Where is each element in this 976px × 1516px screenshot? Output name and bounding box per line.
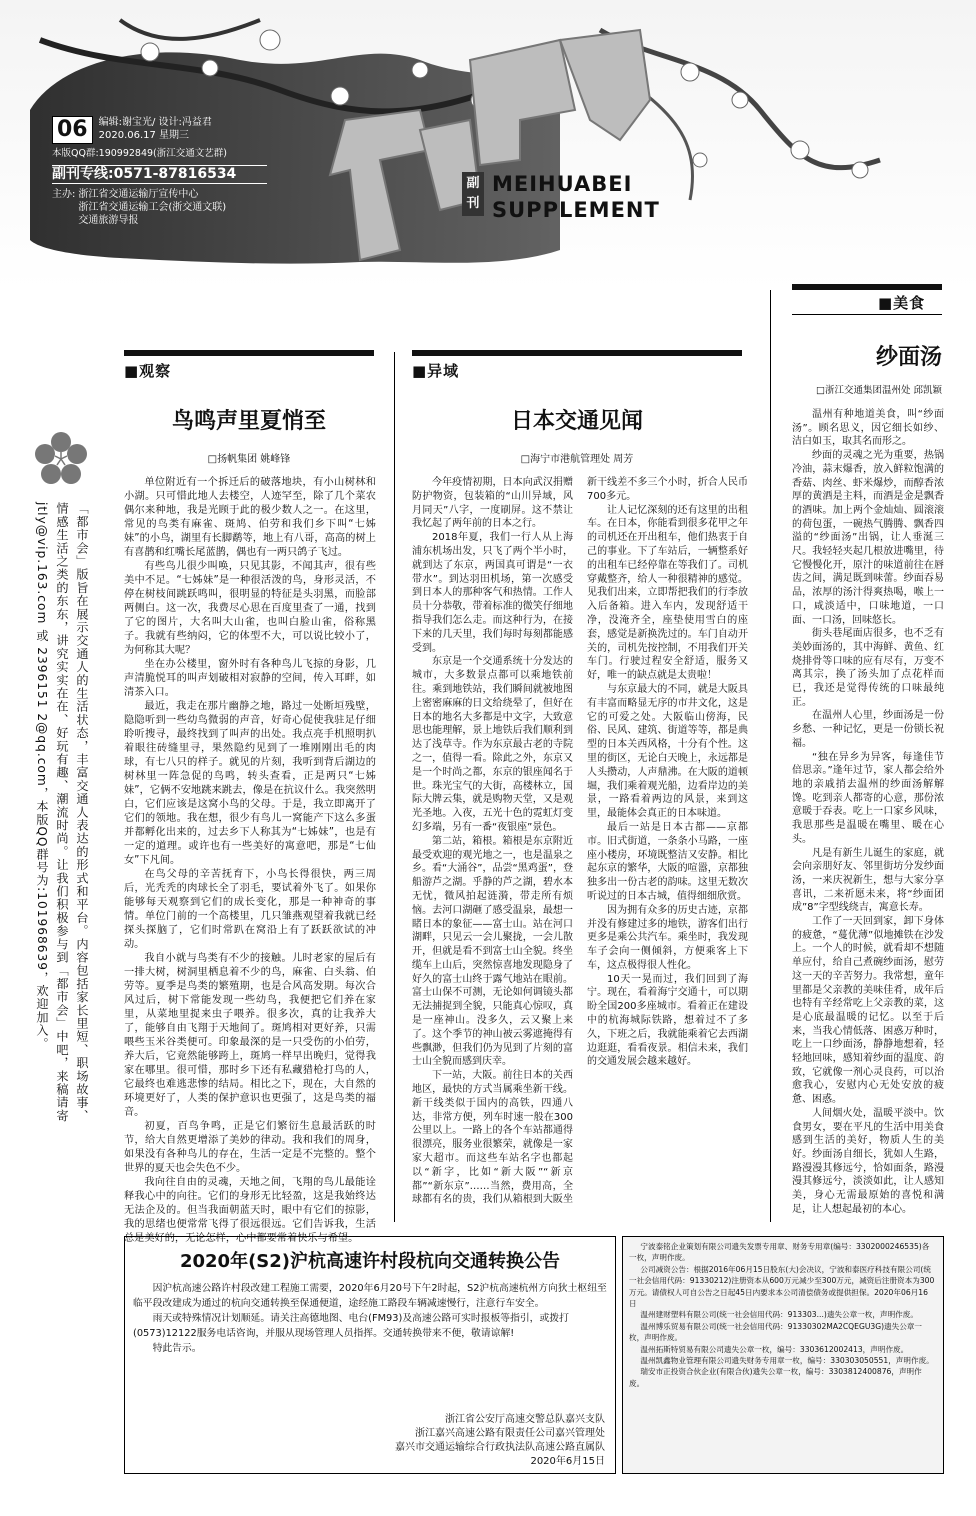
food-paragraph: “独在异乡为异客，每逢佳节倍思亲。”逢年过节，家人都会给外地的亲戚捎去温州的纱面汤解解馋。吃到亲人都寄的心意，那份浓意暖于吞表。吃上一口家乡风味，我思那些是温暖在嘴里、暖在心头。: [792, 751, 944, 845]
sidebar: [32, 430, 90, 1130]
food-title: 纱面汤: [875, 345, 942, 370]
foreign-paragraph: 下一站，大阪。前往日本的关西地区，最快的方式当属乘坐新干线。新干线类似于国内的高铁，四通八达，非常方便，列车时速一般在300公里以上。一路上的各个车站都通得很漂亮，服务业很繁荣，就像是一家家大超市。而这些车站名字也都起以“新字，比如“新大阪”“新京都”“新东京”……当然，费用高，全球都有名的贵，我们从箱根到大阪坐新干线差不多三个小时，折合人民币700多元。: [412, 477, 748, 1206]
food-paragraph: 温州有种地道美食，叫“纱面汤”。顾名思义，因它细长如纱、洁白如玉，取其名而形之。: [792, 409, 944, 448]
foreign-title: 日本交通见闻: [510, 409, 643, 434]
supplement-cn: 副刊: [462, 172, 484, 216]
notice-signer: 嘉兴市交通运输综合行政执法队高速公路直属队: [395, 1442, 605, 1453]
editors: 编辑:谢宝光/ 设计:冯益君: [98, 117, 212, 128]
food-paragraph: 在温州人心里，纱面汤是一份乡愁、一种记忆，更是一份锁长祝福。: [792, 710, 944, 749]
foreign-paragraph: 让人记忆深刻的还有这里的出租车。在日本，你能看到很多花甲之年的司机还在开出租车，他们热衷于自己的事业。下了车站后，一辆整系好的出租车已经停靠在等我们了。司机穿戴整齐，给人一种很精神的感觉。见我们出来，立即帮把我们的行李放入后备箱。进入车内，发现舒适干净，没淹齐全，座垫使用雪白的座套，感觉是新换洗过的。车门自动开关的，司机先按控制，不用我们开关车门。行驶过程安全舒适，服务又好，唯一的缺点就是太贵啦！: [587, 504, 748, 682]
food-section-tag: ■美食: [878, 294, 926, 312]
sidebar-column-2: 情感生活之类的东东，讲究实实在在、好玩有趣、潮流时尚。让我们积极参与到「都市会」中吧，来稿请寄: [55, 502, 69, 1123]
foreign-paragraph: 与东京最大的不同，就是大阪具有丰富而略显无序的市井文化，这是它的可爱之处。大阪临山傍海，民俗、民风、建筑、街道等等，都是典型的日本关西风格，十分有个性。这里的街区，无论白天晚上，永远都是人头攒动，人声鼎沸。在大阪的道顿堀，我们乘着观光船，边看岸边的美景，一路看着两边的风景，来到这里，最能体会真正的日本味道。: [587, 683, 748, 820]
header-info: [52, 116, 267, 227]
ad-item: 公司减资公告：根据2016年06月15日股东(大)会决议，宁波和泰医疗科技有限公司(统一社会信用代码：91330212)注册资本从600万元减少至300万元，减资后注册资本为300万元。请债权人可自公告之日起45日内要求本公司清偿债务或提供担保。2020年06月16日: [629, 1264, 935, 1309]
foreign-byline: □海宁市港航管理处 周芳: [520, 454, 634, 465]
observe-paragraph: 我向往自由的灵魂，天地之间，飞翔的鸟儿最能诠释我心中的向往。它们的身形无比轻盈，这是我始终达无法企及的。但当我面朝蓝天时，眼中有它们的掠影，我的思绪也便常常飞得了很远很远。它们告诉我，生活总是美好的，无论怎样，心中都要常着快乐与希望。: [124, 1177, 376, 1244]
food-byline: □浙江交通集团温州处 邱凯颖: [816, 385, 942, 396]
observe-title: 鸟鸣声里夏悄至: [171, 409, 326, 434]
ad-item: 温州拓斯特贸易有限公司遗失公章一枚，编号：3303612002413，声明作废。: [640, 1344, 909, 1354]
observe-paragraph: 有些鸟儿很少叫唤，只见其影，不闻其声，很有些美中不足。“七姊妹”是一种很活泼的鸟，身形灵活，不停在树枝间跳跃鸣叫，很明显的特征是头羽黑，而脸部两侧白。这一次，我费尽心思在百度里查了一通，找到了它的图片，大名叫大山雀，也叫白脸山雀，俗称黑子。我就有些纳闷，它的体型不大，可以说比较小了，为何称其大呢？: [124, 561, 376, 656]
observe-paragraph: 我自小就与鸟类有不少的接触。儿时老家的屋后有一排大树，树洞里栖息着不少的鸟，麻雀、白头翁、伯劳等。夏季是鸟类的繁殖期，也是合风高发期。每次合风过后，树下常能发现一些幼鸟，我便把它们养在家里，从菜地里捉来虫子喂养。很多次，真的让我养大了，能够自由飞翔于天地间了。斑鸠相对更好养，只需喂些玉米谷类便可。印象最深的是一只受伤的小伯劳，养大后，它竟然能够跨上，斑鸠一样早出晚归，觉得我家在哪里。很可惜，那时乡下还有私藏猎枪打鸟的人，它最终也难逃悲惨的结局。相比之下，现在，大自然的环境更好了，人类的保护意识也更强了，这是鸟类的福音。: [124, 953, 376, 1118]
observe-paragraph: 单位附近有一个拆迁后的破落地块，有小山树林和小湖。只可惜此地人去楼空，人迹罕至，除了几个菜农偶尔来种地，我是光顾于此的极少数人之一。在这里，常见的鸟类有麻雀、斑鸠、伯劳和我们乡下叫“七姊妹”的小鸟，湖里有长脚鹬等，地上有八哥，高高的树上有喜鹊和红嘴长尾蓝鹊，偶也有一两只鸽子飞过。: [124, 477, 376, 558]
food-body: [792, 408, 944, 1230]
food-paragraph: 街头巷尾面店很多，也不乏有美妙面汤的，其中海鲜、黄鱼、红烧排骨等口味的应有尽有，万变不离其宗，换了汤头加了点花样而已，我还是觉得传统的口味最纯正。: [792, 628, 944, 708]
observe-paragraph: 最近，我走在那片幽静之地，路过一处断垣残壁，隐隐听到一些幼鸟微弱的声音，好奇心促使我驻足仔细聆听搜寻，最终找到了叫声的出处。我点亮手机照明扒着眼往砖缝里寻，果然隐约见到了一堆刚刚出毛的肉球，有七八只的样子。就见的片刻，我听到背后湖边的树林里一阵急促的鸟鸣，转头查看，正是两只“七姊妹”，它俩不安地跳来跳去，像是在抗议什么。我突然明白，它们应该是这窝小鸟的父母。于是，我立即离开了它们的领地。我在想，很少有鸟儿一窝能产下这么多蛋并都孵化出来的，过去乡下人称其为“七姊妹”，也是有一定的道理。或许也有一些美好的寓意吧，那是“七仙女”下凡间。: [124, 701, 376, 866]
notice-title: 2020年(S2)沪杭高速许村段杭向交通转换公告: [179, 1251, 561, 1272]
ads-list: [629, 1241, 935, 1389]
page-number: 06: [52, 116, 93, 144]
foreign-paragraph: 2018年夏，我们一行人从上海浦东机场出发，只飞了两个半小时，就到达了东京，两国真可谓是“一衣带水”。到达羽田机场，第一次感受到日本人的那种客气和热情。工作人员十分恭敬，带着标准的微笑仔细地指导我们怎么走。而这种行为，在接下来的几天里，我们每时每刻都能感受到。: [412, 532, 573, 654]
plum-flower-icon: [32, 430, 90, 488]
foreign-top-bar: [412, 350, 742, 356]
food-top-bar: [792, 284, 942, 290]
observe-top-bar: [124, 350, 374, 356]
observe-paragraph: 初夏，百鸟争鸣，正是它们繁衍生息最活跃的时节，给大自然更增添了美妙的律动。我和我们的周身，如果没有各种鸟儿的存在，生活一定是不完整的。整个世界的夏天也会失色不少。: [124, 1121, 376, 1174]
food-paragraph: 纱面的灵魂之光为重要，热锅冷油，蒜末爆香，放入鲜粒饱满的香菇、肉丝、虾米爆炒，而醇香浓厚的黄酒是主料，而酒是金是飘香的酒味。加上两个金灿灿、圆滚滚的荷包蛋，一碗热气腾腾、飘香四溢的“纱面汤”出锅，让人垂涎三尺。我轻轻夹起几根放进嘴里，待它慢慢化开，原汁的味道前往在唇齿之间，满足既到味蕾。纱面吞易品，浓厚的汤汁得爽热喝，喉上一口，咸淡适中，口味地道，一口面、一口汤，回味悠长。: [792, 450, 944, 626]
observe-section-tag: ■观察: [124, 362, 172, 380]
notice-signer: 浙江省公安厅高速交警总队嘉兴支队: [445, 1414, 605, 1425]
sponsor-3: 交通旅游导报: [78, 215, 139, 226]
foreign-paragraph: 最后一站是日本古都——京都市。旧式街道，一条条小马路，一座座小楼房，环境既整洁又安静。相比起东京的繁华，大阪的喧嚣，京都独独多出一份古老的韵味。这里无数次听说过的日本古城，值得细细欣赏。: [587, 821, 748, 902]
column-divider-2: [770, 290, 771, 1222]
notice-signer: 浙江嘉兴高速公路有限责任公司嘉兴管理处: [415, 1428, 605, 1439]
sponsor-2: 浙江省交通运输工会(浙交通文联): [78, 202, 227, 213]
column-divider-1: [394, 352, 395, 1222]
sponsor-label: 主办:: [52, 189, 76, 200]
observe-paragraph: 在鸟父母的辛苦抚育下，小鸟长得很快，两三周后，光秃秃的肉球长全了羽毛，要试着外飞了。如果你能够每天观察到它们的成长变化，那是一种神奇的事情。单位门前的一个高楼里，几只雏燕观望着我就已经探头探脑了，它们时常趴在窝沿上有了跃跃欲试的冲动。: [124, 869, 376, 950]
notice-signers: [395, 1413, 605, 1469]
supplement-en-2: SUPPLEMENT: [492, 198, 660, 222]
food-paragraph: 工作了一天回到家，卸下身体的疲惫，“蔓优薄”似地摊铁在沙发上。一个人的时候，就看却不想随单应付，给自己煮碗纱面汤，慰劳这一天的辛苦努力。我常想，童年里都是父亲教的美味佳肴，成年后也特有辛经常吃上父亲教的菜，这是心底最温暖的记忆。以至于后来，当我心情低落、困惑万种时，吃上一口纱面汤，静静地想着，轻轻地回味，感知着纱面的温度、韵致，它就像一剂心灵良药，可以治愈我心，安慰内心无处安放的疲惫、困惑。: [792, 916, 944, 1106]
sponsor-1: 浙江省交通运输厅宣传中心: [78, 189, 199, 200]
foreign-section-tag: ■异域: [412, 362, 460, 380]
foreign-paragraph: 因为拥有众多的历史古迹，京都并没有修建过多的地铁，游客们出行更多是乘公共汽车。乘坐时，我发现车子会向一侧倾斜，方便乘客上下车，这点极得很人性化。: [587, 904, 748, 971]
ad-item: 温州建财塑料有限公司(统一社会信用代码：913303...)遗失公章一枚，声明作废。: [640, 1310, 918, 1320]
supplement-en-1: MEIHUABEI: [492, 172, 633, 196]
sidebar-column-1: 「都市会」版旨在展示交通人的生活状态，丰富交通人表达的形式和平台。内容包括家长里短、职场故事、: [75, 502, 89, 1123]
observe-byline: □扬帆集团 姚峰锋: [207, 454, 291, 465]
foreign-body: [412, 476, 748, 1234]
notice-date: 2020年6月15日: [530, 1456, 605, 1467]
foreign-paragraph: 东京是一个交通系统十分发达的城市，大多数景点都可以乘地铁前往。乘到地铁站，我们瞬间就被地图上密密麻麻的日文给绕晕了，但好在日本的地名大多都是中文字，大致意思也能理解，景上地铁后我们顺利到达了浅草寺。作为东京最古老的寺院之一，值得一看。除此之外，东京又是一个时尚之都，东京的银座闻名于世。珠光宝气的大街，高楼林立，国际大牌云集，就是购物天堂，又是观光圣地。入夜，五光十色的霓虹灯变幻多端，另有一番“夜银座”景色。: [412, 656, 573, 833]
masthead: [0, 0, 976, 290]
ad-item: 温州凯鑫物业管理有限公司遗失财务专用章一枚，编号：330303050551，声明作废。: [640, 1356, 934, 1366]
food-tag-underline: [792, 314, 942, 315]
observe-paragraph: 坐在办公楼里，窗外时有各种鸟儿飞掠的身影，几声清脆悦耳的叫声划破相对寂静的空间，传入耳畔，如清茶入口。: [124, 659, 376, 698]
hotline: 副刊专线:0571-87816534: [52, 165, 267, 184]
issue-date: 2020.06.17 星期三: [98, 130, 190, 141]
foreign-paragraph: 今年疫情初期，日本向武汉捐赠防护物资，包装箱的“山川异域，风月同天”八字，一度刷屏。这不禁让我忆起了两年前的日本之行。: [412, 477, 573, 530]
classified-ads: [622, 1236, 944, 1474]
ad-item: 温州博乐贸易有限公司(统一社会信用代码：91330302MA2CQEGU3G)遗失公章一枚，声明作废。: [629, 1321, 923, 1343]
ad-item: 宁波泰铭企业策划有限公司遗失发票专用章、财务专用章(编号：3302000246535)各一枚，声明作废。: [629, 1242, 930, 1263]
ad-item: 瑞安市正投资合伙企业(有限合伙)遗失公章一枚，编号：3303812400876，声明作废。: [629, 1367, 922, 1388]
foreign-paragraph: 第二站，箱根。箱根是东京附近最受欢迎的观光地之一，也是温泉之乡。看“大涌谷”，品尝“黑鸡蛋”，登船游芦之湖。乎静的芦之湖，碧水本无忧，微风拍起涟漪，带走所有烦恼。去河口湖砸了感受温泉，最想一睹日本的象征——富士山。站在河口湖畔，只见云一会儿聚拢，一会儿散开，但就是看不到富士山全貌。终坐缆车上山后，突然惊喜地发现隐身了好久的富士山终于露气地站在眼前。富士山保不可测，无论如何调镜头都无法捕捉到全貌，只能真心惊叹，真是一座神山。没多久，云又聚上来了。这个季节的神山被云雾遮掩得有些飘渺，但我们仍为见到了片刻的富士山全貌而感到庆幸。: [412, 835, 573, 1068]
sidebar-column-3: jtly@vip.163.com 或 2396151 2@qq.com，本版QQ群号为:101968639，欢迎加入。: [35, 502, 49, 1051]
qq-group: 本版QQ群:190992849(浙江交通文艺群): [52, 148, 227, 159]
notice-paragraph: 因沪杭高速公路许村段改建工程施工需要，2020年6月20号下午2时起，S2沪杭高速杭州方向狄土枢纽至临平段改建成为通过的杭向交通转换至保通便道，途经施工路段车辆减速慢行，注意行车安全。: [133, 1283, 607, 1309]
food-paragraph: 凡是有新生儿诞生的家庭，就会向亲朋好友、邻里街坊分发纱面汤，一来庆祝新生，想与大家分享喜讯，二来祈愿未来，将“纱面团成”8”字型线绕吉，寓意长寿。: [792, 847, 944, 914]
notice-paragraph: 特此告示。: [152, 1343, 202, 1354]
notice-paragraph: 雨天或特殊情况计划顺延。请关注高德地图、电台(FM93)及高速公路可实时报板等指引，或拨打(0573)12122服务电话咨询，并服从现场管理人员指挥。交通转换带来不便，敬请谅解!: [133, 1313, 569, 1339]
foreign-paragraph: 10天一晃而过，我们回到了海宁。现在，看着海宁交通十，可以期盼全国200多座城市。看着正在建设中的杭海城际铁路，想着过不了多久，下班之后，我就能乘着它去西湖边逛逛，看看夜景。相信未来，我们的交通发展会越来越好。: [587, 973, 748, 1068]
observe-body: [124, 476, 376, 1244]
food-paragraph: 人间烟火处，温暖平淡中。饮食男女，要在平凡的生活中用美食感到生活的美好，物质人生的美好。纱面汤自细长，犹如人生路，路漫漫其修远兮，恰如面条，路漫漫其修远兮，淡淡如此，让人感知美，身心无需最原始的喜悦和满足，让人想起最初的本心。: [792, 1107, 944, 1215]
notice-body: [133, 1281, 607, 1356]
traffic-notice: [124, 1236, 616, 1474]
